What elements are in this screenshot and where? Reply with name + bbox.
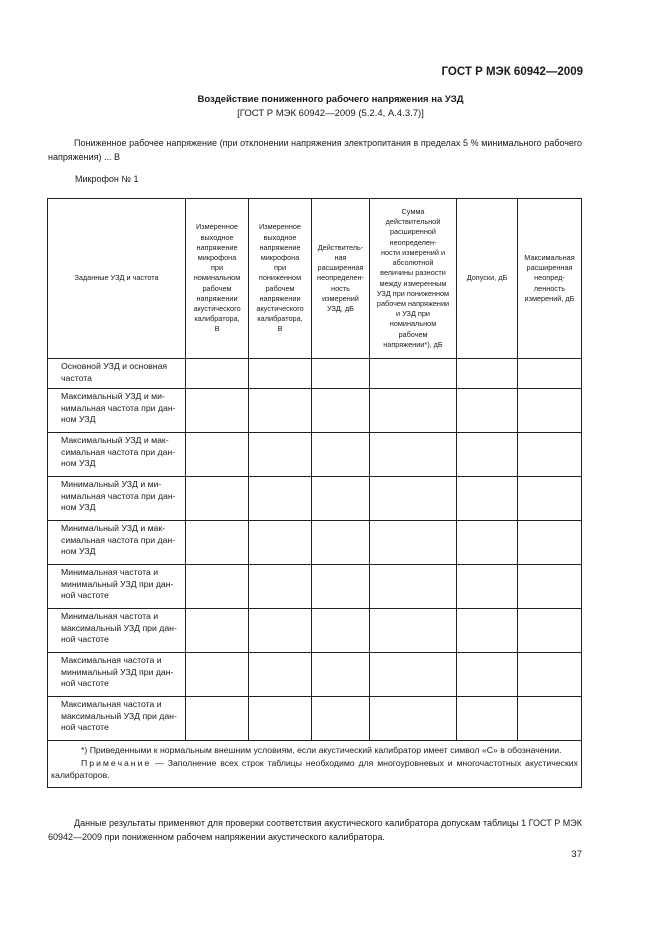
- col-header-line: напряжение: [196, 242, 238, 252]
- col-header-line: ленность: [533, 283, 566, 293]
- table-row: [48, 477, 582, 521]
- page-number: 37: [571, 849, 582, 860]
- note-label: Примечание: [81, 757, 152, 768]
- table-cell[interactable]: [186, 653, 249, 697]
- row-label-line: ном УЗД: [61, 414, 96, 424]
- table-cell[interactable]: [312, 359, 370, 389]
- table-row: [48, 653, 582, 697]
- col-header-line: рабочем: [398, 329, 428, 339]
- results-table: [47, 198, 582, 788]
- section-subtitle: [ГОСТ Р МЭК 60942—2009 (5.2.4, А.4.3.7)]: [237, 108, 424, 119]
- row-label-line: нимальная частота при дан-: [61, 490, 176, 501]
- table-cell[interactable]: [312, 653, 370, 697]
- row-label-line: ной частоте: [61, 634, 109, 644]
- row-label: [48, 521, 186, 565]
- col-header-line: калибратора,: [194, 314, 240, 324]
- closing-paragraph: Данные результаты применяют для проверки соответствия акустического калибратора допускам таблицы 1 ГОСТ Р МЭК 60942—2009 при пониженном рабочем напряжении акустического калибратора.: [48, 818, 582, 842]
- col-header-line: Измеренное: [259, 222, 301, 232]
- col-header-line: напряжении: [259, 293, 301, 303]
- row-label-line: Основной УЗД и основная: [61, 361, 168, 371]
- col-header-line: Допуски, дБ: [466, 273, 508, 283]
- row-label-line: ном УЗД: [61, 458, 96, 468]
- col-header-line: измерений, дБ: [524, 293, 575, 303]
- row-label-line: симальная частота при дан-: [61, 446, 176, 457]
- col-header-line: калибратора,: [257, 314, 303, 324]
- table-cell[interactable]: [370, 609, 457, 653]
- row-label-line: Максимальная частота и: [61, 655, 162, 665]
- col-header-line: действительной: [385, 217, 441, 227]
- col-header-line: акустического: [256, 304, 304, 313]
- table-cell[interactable]: [370, 565, 457, 609]
- table-footer-row: [48, 741, 582, 788]
- intro-paragraph: Пониженное рабочее напряжение (при отклонении напряжения электропитания в пределах 5 % минимального рабочего напряжения) ... В: [48, 138, 582, 162]
- table-cell[interactable]: [312, 477, 370, 521]
- row-label-line: ной частоте: [61, 678, 109, 688]
- col-header-line: УЗД, дБ: [327, 304, 354, 313]
- table-cell[interactable]: [249, 697, 312, 741]
- table-cell[interactable]: [312, 521, 370, 565]
- row-label-line: Максимальный УЗД и мак-: [61, 435, 169, 445]
- table-cell[interactable]: [186, 389, 249, 433]
- table-cell[interactable]: [518, 697, 582, 741]
- row-label-line: Минимальный УЗД и мак-: [61, 523, 166, 533]
- table-cell[interactable]: [518, 433, 582, 477]
- table-cell[interactable]: [312, 609, 370, 653]
- table-cell[interactable]: [186, 697, 249, 741]
- table-cell[interactable]: [457, 565, 518, 609]
- microphone-label: Микрофон № 1: [75, 174, 139, 184]
- col-header-line: В: [277, 324, 283, 334]
- col-header-line: Максимальная: [524, 252, 575, 262]
- table-cell[interactable]: [370, 697, 457, 741]
- table-cell[interactable]: [518, 653, 582, 697]
- col-header-line: выходное: [200, 232, 234, 242]
- table-cell[interactable]: [518, 389, 582, 433]
- table-cell[interactable]: [186, 359, 249, 389]
- table-header-row: [48, 199, 582, 359]
- col-header-line: ности измерений и: [380, 247, 446, 257]
- col-header-actual-uncertainty: [312, 199, 370, 359]
- table-row: [48, 565, 582, 609]
- col-header-voltage-nominal: [186, 199, 249, 359]
- col-header-sum-uncertainty: [370, 199, 457, 359]
- table-cell[interactable]: [249, 565, 312, 609]
- table-cell[interactable]: [370, 359, 457, 389]
- col-header-line: Измеренное: [196, 222, 238, 232]
- table-cell[interactable]: [457, 521, 518, 565]
- col-header-line: микрофона: [260, 252, 300, 262]
- col-header-line: Заданные УЗД и частота: [74, 273, 159, 283]
- table-row: [48, 521, 582, 565]
- table-cell[interactable]: [249, 609, 312, 653]
- row-label-line: ном УЗД: [61, 502, 96, 512]
- col-header-line: величины разности: [380, 268, 446, 278]
- col-header-line: расширенная: [317, 263, 364, 273]
- col-header-line: рабочем: [265, 283, 295, 293]
- table-cell[interactable]: [249, 653, 312, 697]
- row-label-line: Минимальная частота и: [61, 567, 159, 577]
- col-header-line: ность: [331, 283, 350, 293]
- col-header-line: напряжении*), дБ: [383, 339, 443, 349]
- table-row: [48, 389, 582, 433]
- col-header-line: и УЗД при: [395, 309, 431, 319]
- col-header-line: измерений: [322, 293, 359, 303]
- table-cell[interactable]: [186, 609, 249, 653]
- table-cell[interactable]: [186, 521, 249, 565]
- col-header-set-level: [48, 199, 186, 359]
- table-cell[interactable]: [312, 389, 370, 433]
- table-cell[interactable]: [312, 565, 370, 609]
- row-label-line: Минимальный УЗД и ми-: [61, 479, 162, 489]
- col-header-line: выходное: [263, 232, 297, 242]
- row-label-line: ном УЗД: [61, 546, 96, 556]
- row-label: [48, 697, 186, 741]
- table-cell[interactable]: [249, 433, 312, 477]
- table-row: [48, 697, 582, 741]
- table-cell[interactable]: [518, 565, 582, 609]
- row-label: [48, 433, 186, 477]
- row-label-line: нимальная частота при дан-: [61, 402, 176, 413]
- table-cell[interactable]: [518, 359, 582, 389]
- col-header-line: рабочем напряжении: [376, 298, 450, 308]
- table-cell[interactable]: [457, 609, 518, 653]
- col-header-line: при: [210, 263, 224, 273]
- table-body: [48, 359, 582, 741]
- col-header-line: расширенная: [526, 263, 573, 273]
- table-cell[interactable]: [249, 359, 312, 389]
- col-header-line: рабочем: [202, 283, 232, 293]
- col-header-line: абсолютной: [392, 258, 434, 268]
- table-cell[interactable]: [457, 697, 518, 741]
- table-row: [48, 609, 582, 653]
- row-label: [48, 653, 186, 697]
- row-label-line: ной частоте: [61, 590, 109, 600]
- table-cell[interactable]: [370, 521, 457, 565]
- table-cell[interactable]: [249, 389, 312, 433]
- table-cell[interactable]: [518, 609, 582, 653]
- table-cell[interactable]: [370, 389, 457, 433]
- table-cell[interactable]: [186, 477, 249, 521]
- table-cell[interactable]: [457, 389, 518, 433]
- col-header-line: акустического: [193, 304, 241, 313]
- col-header-line: напряжении: [196, 293, 238, 303]
- row-label-line: Минимальная частота и: [61, 611, 159, 621]
- col-header-line: неопред-: [534, 273, 565, 283]
- table-footnotes: [48, 741, 582, 788]
- col-header-line: неопределен-: [389, 237, 437, 247]
- col-header-line: В: [214, 324, 220, 334]
- table-cell[interactable]: [186, 565, 249, 609]
- col-header-line: пониженном: [258, 273, 302, 283]
- table-cell[interactable]: [518, 477, 582, 521]
- footnote-text: *) Приведенными к нормальным внешним условиям, если акустический калибратор имеет символ «С» в обозначении.: [81, 745, 562, 755]
- table-row: [48, 359, 582, 389]
- table-cell[interactable]: [457, 433, 518, 477]
- col-header-line: неопределен-: [317, 273, 364, 283]
- table-cell[interactable]: [186, 433, 249, 477]
- row-label-line: симальная частота при дан-: [61, 534, 176, 545]
- row-label-line: максимальный УЗД при дан-: [61, 710, 177, 721]
- table-cell[interactable]: [312, 433, 370, 477]
- row-label-line: минимальный УЗД при дан-: [61, 666, 174, 677]
- table-cell[interactable]: [370, 653, 457, 697]
- col-header-line: ная: [334, 252, 347, 262]
- col-header-line: Сумма: [401, 207, 425, 217]
- col-header-tolerance: [457, 199, 518, 359]
- section-title: Воздействие пониженного рабочего напряжения на УЗД: [197, 94, 464, 105]
- row-label: [48, 359, 186, 389]
- row-label: [48, 565, 186, 609]
- col-header-line: микрофона: [197, 252, 237, 262]
- row-label-line: максимальный УЗД при дан-: [61, 622, 177, 633]
- row-label-line: Максимальный УЗД и ми-: [61, 391, 165, 401]
- row-label-line: минимальный УЗД при дан-: [61, 578, 174, 589]
- table-cell[interactable]: [457, 477, 518, 521]
- row-label-line: частота: [61, 372, 92, 383]
- col-header-max-uncertainty: [518, 199, 582, 359]
- table-cell[interactable]: [249, 521, 312, 565]
- table-cell[interactable]: [312, 697, 370, 741]
- col-header-line: расширенной: [389, 227, 436, 237]
- note-body: — Заполнение всех строк таблицы необходимо для многоуровневых и многочастотных акустических калибраторов.: [51, 757, 578, 781]
- table-row: [48, 433, 582, 477]
- row-label-line: ной частоте: [61, 722, 109, 732]
- table-cell[interactable]: [249, 477, 312, 521]
- table-cell[interactable]: [370, 433, 457, 477]
- col-header-line: Действитель-: [317, 242, 364, 252]
- col-header-line: между измеренным: [379, 278, 447, 288]
- col-header-line: при: [273, 263, 287, 273]
- col-header-line: УЗД при пониженном: [376, 288, 450, 298]
- note-text: [51, 757, 578, 782]
- table-cell[interactable]: [457, 359, 518, 389]
- row-label: [48, 477, 186, 521]
- col-header-line: номинальном: [389, 319, 437, 329]
- table-cell[interactable]: [370, 477, 457, 521]
- table-cell[interactable]: [457, 653, 518, 697]
- col-header-line: номинальном: [193, 273, 241, 283]
- row-label-line: Максимальная частота и: [61, 699, 162, 709]
- col-header-voltage-reduced: [249, 199, 312, 359]
- row-label: [48, 609, 186, 653]
- table-cell[interactable]: [518, 521, 582, 565]
- row-label: [48, 389, 186, 433]
- document-code-header: ГОСТ Р МЭК 60942—2009: [441, 66, 583, 78]
- col-header-line: напряжение: [259, 242, 301, 252]
